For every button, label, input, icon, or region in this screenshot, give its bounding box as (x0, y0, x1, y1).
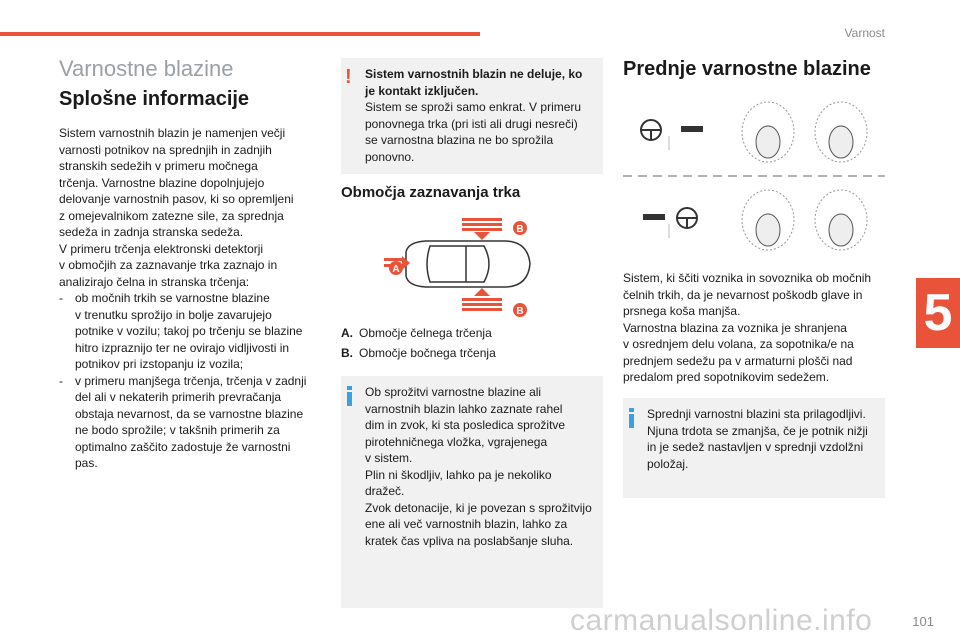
text-line: varnosti potnikov na sprednjih in zadnjih (59, 142, 272, 157)
seat-airbag-bottom-right (815, 190, 867, 250)
text-line: položaj. (647, 456, 689, 471)
text-line: ponovnega trka (pri isti ali drugi nesreči) (365, 116, 578, 131)
warning-text (365, 99, 599, 165)
svg-text:B: B (516, 306, 524, 317)
zone-b-marker-bottom (513, 303, 527, 317)
text-line: stranskih sedežih v primeru močnega (59, 159, 258, 173)
list-item-line: potnike v vozilu; takoj po trčenju se blazine (75, 324, 303, 338)
watermark: carmanualsonline.info (570, 604, 873, 637)
text-line: se varnostna blazina ne bo sprožila (365, 133, 554, 147)
text-line: dim in zvok, ki sta posledica sprožitve (365, 418, 566, 432)
list-item (59, 290, 321, 373)
text-line: prednjem sedežu pa v armaturni plošči nad (623, 353, 853, 368)
text-line: kratek čas vpliva na poslabšanje sluha. (365, 533, 574, 548)
heading-detection-zones: Območja zaznavanja trka (341, 184, 521, 201)
text-line: ponovno. (365, 149, 415, 164)
text-line: pirotehničnega vložka, vgrajenega (365, 434, 548, 449)
page-number: 101 (912, 614, 934, 629)
text-line: prsnega koša manjša. (623, 304, 741, 318)
section-label: Varnost (844, 26, 885, 40)
text-line: Sprednji varnostni blazini sta prilagodljivi. (647, 407, 866, 421)
list-item-line: v trenutku sprožijo in bolje zavarujejo (75, 307, 272, 322)
text-line: analizirajo čelna in stranska trčenja: (59, 274, 250, 289)
list-item (59, 373, 321, 472)
chapter-tab: 5 (916, 278, 960, 348)
side-impact-arrows-bottom (462, 288, 502, 311)
info-box-smoke (341, 376, 603, 608)
list-item-line: pas. (75, 456, 98, 470)
list-item-line: potnikov pri izstopanju iz vozila; (75, 357, 244, 371)
front-airbags-diagram (623, 90, 885, 265)
page-title: Varnostne blazine (59, 56, 234, 81)
text-line: čelnih trkih, da je nevarnost poškodb glave in (623, 287, 863, 302)
text-line: dražeč. (365, 484, 405, 498)
text-line: v osrednjem delu volana, za sopotnika/e na (623, 337, 854, 351)
legend-key-b: B. (341, 346, 353, 360)
text-line: in je sedež nastavljen v sprednji vzdolžni (647, 440, 864, 454)
dashboard-vent-bottom (643, 214, 665, 220)
header-accent-bar (0, 32, 480, 36)
legend-text-b: Območje bočnega trčenja (359, 346, 496, 360)
list-item-line: - ob močnih trkih se varnostne blazine (75, 291, 270, 305)
car-outline-icon (406, 241, 530, 287)
text-line: varnostnih blazin lahko zaznate rahel (365, 401, 563, 416)
text-line: Varnostna blazina za voznika je shranjena (623, 320, 847, 335)
seat-airbag-bottom-left (742, 190, 794, 250)
info-icon (347, 386, 353, 408)
heading-front-airbags: Prednje varnostne blazine (623, 58, 871, 80)
warning-bold-text (365, 66, 599, 99)
legend-key-a: A. (341, 326, 353, 340)
svg-text:B: B (516, 224, 524, 235)
text-line: z omejevalnikom zatezne sile, za sprednja (59, 208, 284, 223)
text-line: je kontakt izključen. (365, 83, 479, 98)
steering-wheel-icon-bottom (677, 208, 697, 228)
zone-a-marker (389, 261, 403, 275)
text-line: ene ali več varnostnih blazin, lahko za (365, 517, 568, 531)
text-line: delovanje varnostnih pasov, ki so opremljeni (59, 192, 294, 206)
text-line: Plin ni škodljiv, lahko pa je nekoliko (365, 467, 552, 482)
heading-general-info: Splošne informacije (59, 88, 250, 110)
text-line: sedeža in zadnja stranska sedeža. (59, 225, 244, 239)
side-impact-arrows-top (462, 218, 502, 240)
text-line: predalom pred sopotnikovim sedežem. (623, 370, 830, 384)
svg-text:A: A (392, 264, 400, 275)
legend-text-a: Območje čelnega trčenja (359, 326, 492, 340)
warning-box (341, 58, 603, 174)
legend-zone-a (341, 326, 492, 340)
text-line: Zvok detonacije, ki je povezan s sprožitvijo (365, 500, 592, 515)
list-item-line: del ali v nekaterih primerih prevračanja (75, 390, 282, 404)
dashboard-vent-top (681, 126, 703, 132)
list-item-line: optimalno zaščito zadostuje že varnostni (75, 439, 291, 454)
text-line: Sistem, ki ščiti voznika in sovoznika ob močnih (623, 271, 872, 285)
text-line: v območjih za zaznavanje trka zaznajo in (59, 258, 278, 272)
seat-airbag-top-right (815, 102, 867, 162)
list-item-line: - v primeru manjšega trčenja, trčenja v zadnji (75, 373, 307, 388)
warning-icon: ! (345, 66, 352, 88)
text-line: Sistem varnostnih blazin je namenjen večji (59, 126, 286, 140)
text-line: v sistem. (365, 451, 413, 465)
legend-zone-b (341, 346, 496, 360)
list-item-line: ne bodo sprožile; v takšnih primerih za (75, 423, 280, 437)
info-text-adaptive (647, 406, 883, 472)
general-info-paragraph (59, 125, 321, 290)
text-line: trčenja. Varnostne blazine dopolnjujejo (59, 175, 265, 190)
text-line: Sistem varnostnih blazin ne deluje, ko (365, 67, 583, 81)
info-box-adaptive (623, 398, 885, 498)
general-info-list (59, 290, 321, 472)
detection-zones-diagram (380, 212, 540, 318)
text-line: Njuna trdota se zmanjša, če je potnik nižji (647, 423, 868, 438)
column-general-info (59, 88, 321, 472)
steering-wheel-icon-top (641, 120, 661, 140)
text-line: Sistem se sproži samo enkrat. V primeru (365, 100, 582, 114)
seat-airbag-top-left (742, 102, 794, 162)
info-text-smoke (365, 384, 601, 549)
text-line: Ob sprožitvi varnostne blazine ali (365, 385, 542, 399)
text-line: V primeru trčenja elektronski detektorji (59, 241, 264, 256)
info-icon (629, 408, 635, 430)
list-item-line: hitro izpraznijo ter ne ovirajo vidljivosti in (75, 340, 290, 355)
zone-b-marker-top (513, 221, 527, 235)
list-item-line: obstaja nevarnost, da se varnostne blazine (75, 406, 304, 421)
front-airbags-paragraph (623, 270, 885, 386)
